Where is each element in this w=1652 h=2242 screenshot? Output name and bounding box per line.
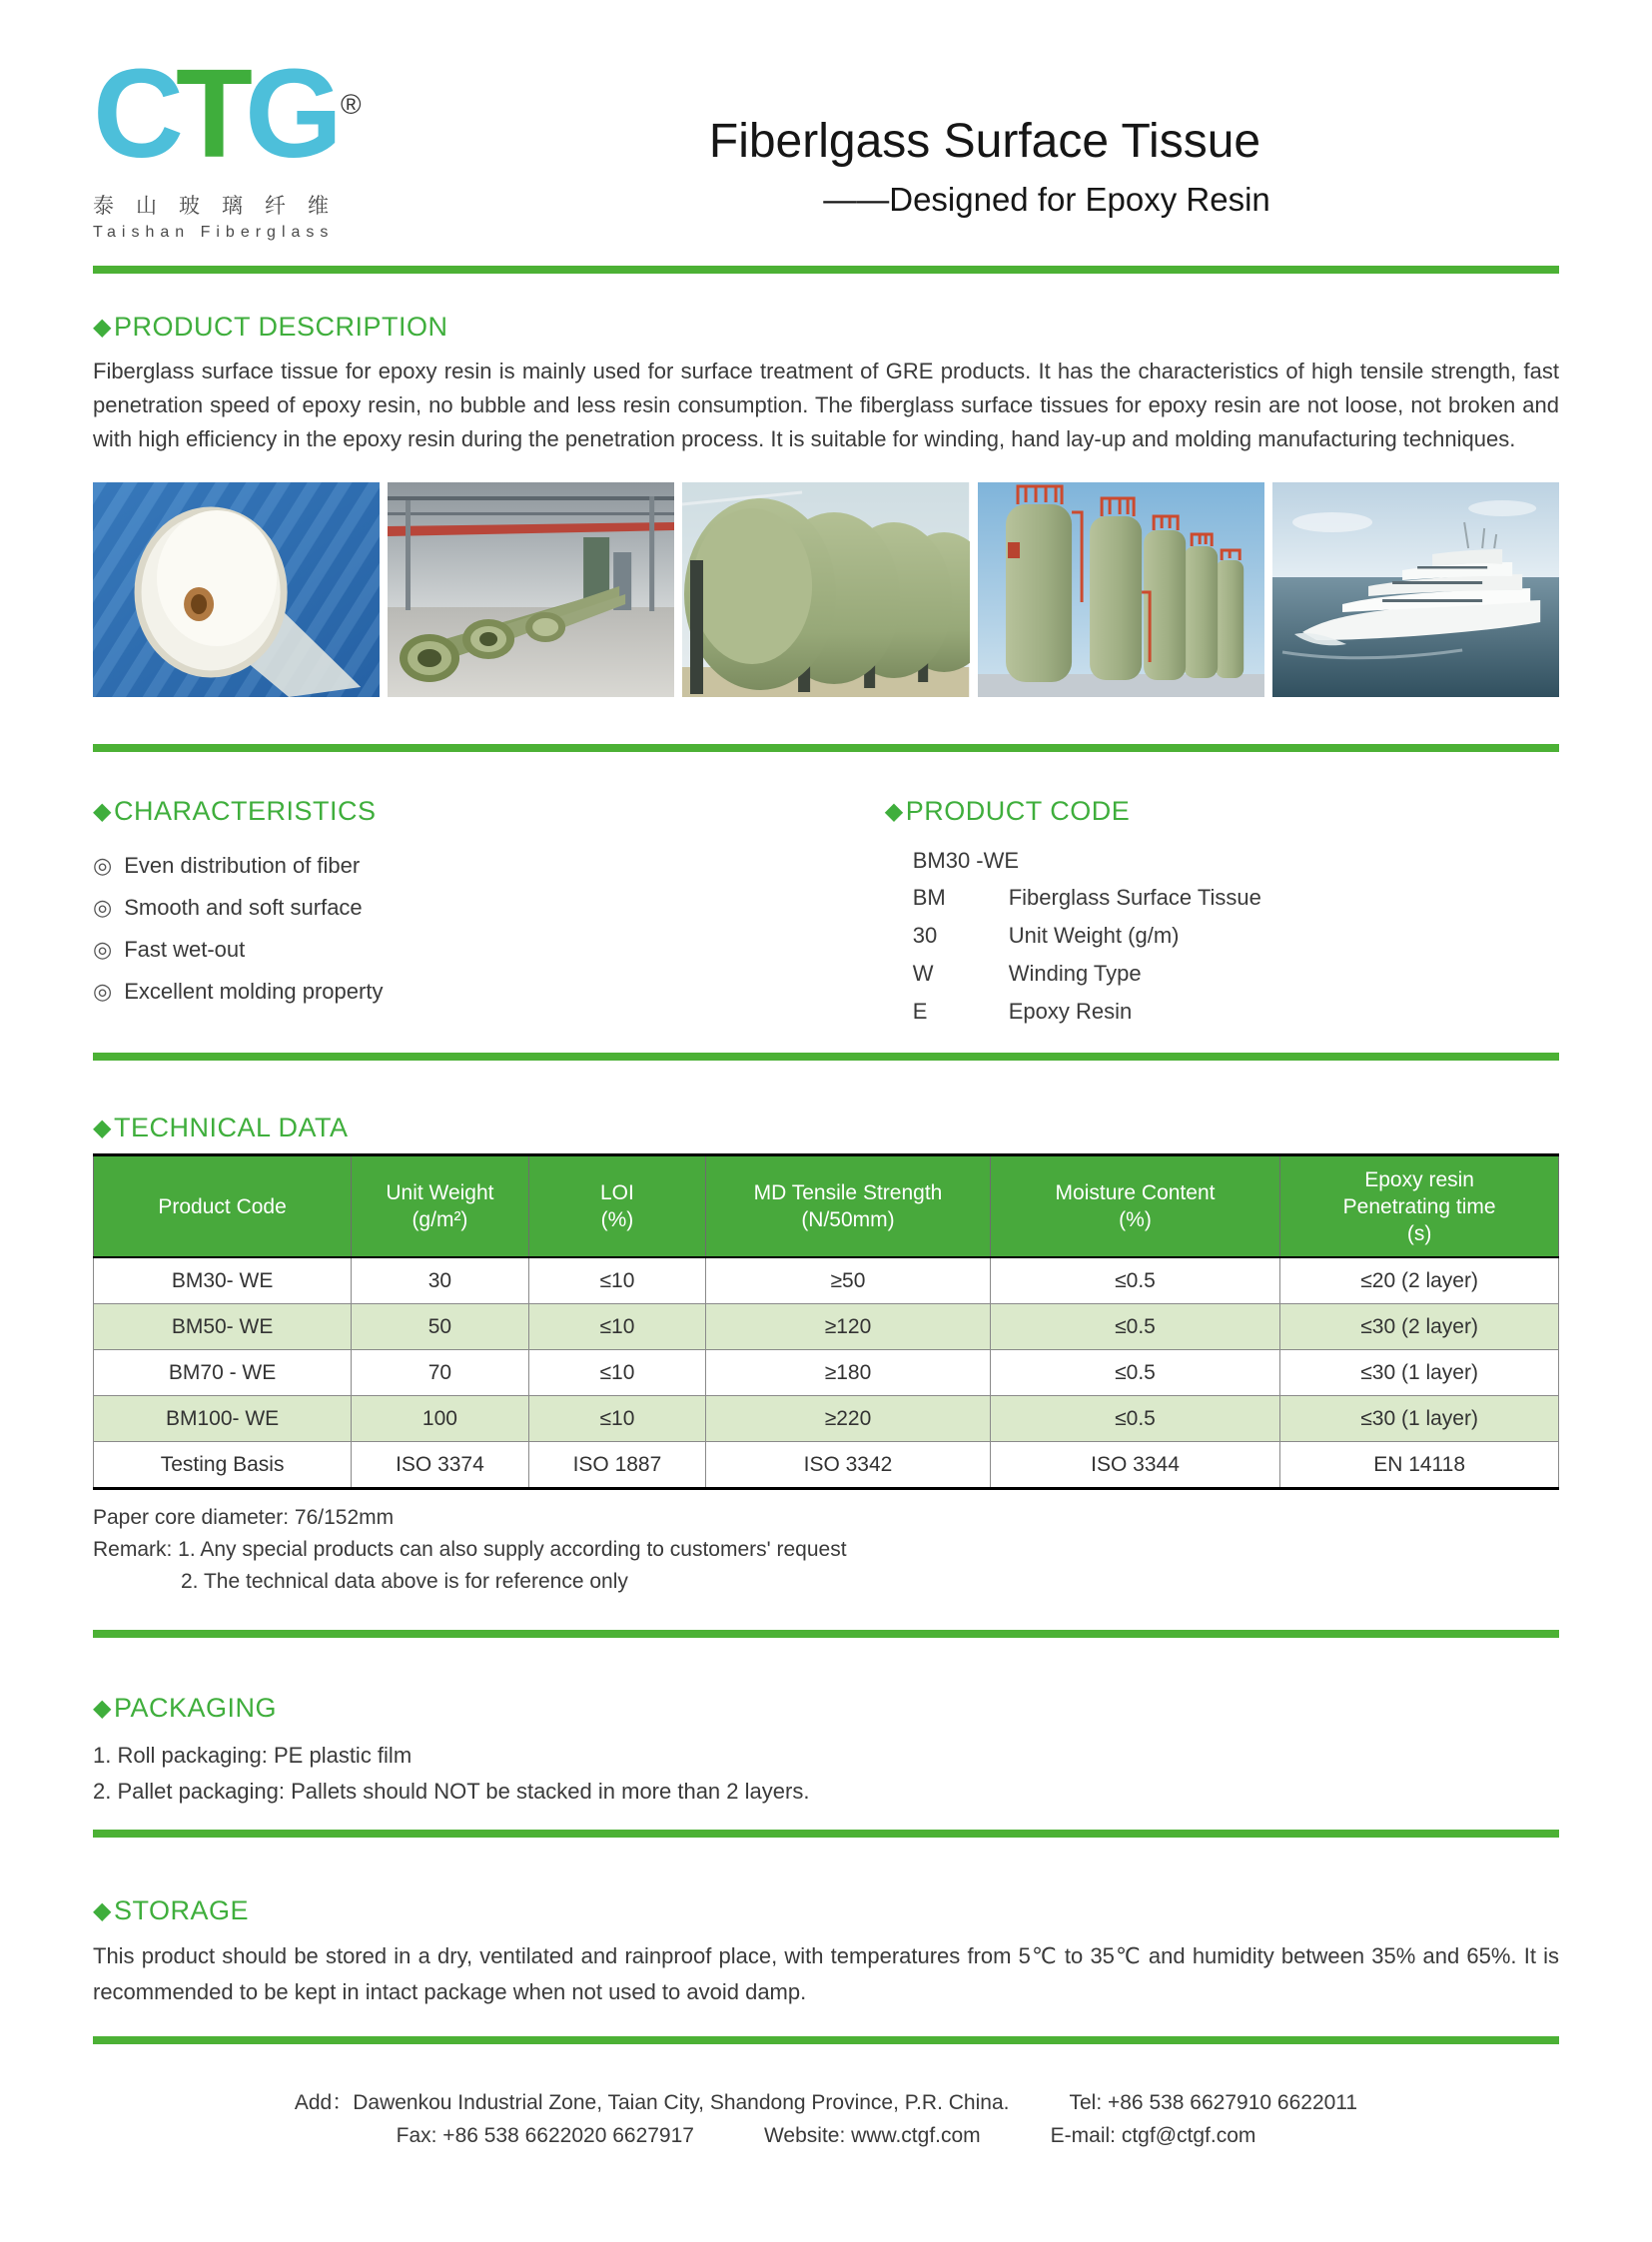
packaging-item: 1. Roll packaging: PE plastic film xyxy=(93,1743,413,1769)
packaging-list xyxy=(93,1738,1559,1810)
product-code-example: BM30 -WE xyxy=(912,848,1020,874)
cell: 30 xyxy=(352,1257,529,1304)
cell: BM30- WE xyxy=(94,1257,352,1304)
code-term: 30 xyxy=(912,923,938,949)
footer-line-2 xyxy=(93,2119,1559,2152)
tel-text: Tel: +86 538 6627910 6622011 xyxy=(1069,2091,1358,2115)
code-term: E xyxy=(912,999,928,1025)
cell: ≤0.5 xyxy=(990,1257,1279,1304)
table-header xyxy=(94,1155,1559,1258)
storage-text: This product should be stored in a dry, ventilated and rainproof place, with temperatures from 5℃ to 35℃ and humidity between 35% and 65%. It is recommended to be kept in intact package when not used to avoid damp. xyxy=(93,1943,1559,2005)
cell: ≤30 (2 layer) xyxy=(1280,1304,1559,1350)
footer xyxy=(93,2086,1559,2152)
section-heading-packaging xyxy=(93,1693,1559,1724)
code-definition: Fiberglass Surface Tissue xyxy=(1008,885,1261,911)
code-definition-row xyxy=(913,879,1559,917)
divider xyxy=(93,744,1559,752)
table-row xyxy=(94,1350,1559,1396)
section-heading-label: PRODUCT CODE xyxy=(905,796,1131,827)
cell: ≥50 xyxy=(706,1257,991,1304)
diamond-icon: ◆ xyxy=(93,1115,112,1142)
characteristics-column xyxy=(93,796,885,1031)
tissue-roll-illustration xyxy=(93,482,380,697)
column-header: Unit Weight (g/m²) xyxy=(352,1155,529,1258)
table-notes xyxy=(93,1502,1559,1598)
cell: 50 xyxy=(352,1304,529,1350)
column-header: Epoxy resin Penetrating time (s) xyxy=(1280,1155,1559,1258)
divider xyxy=(93,266,1559,274)
section-heading-label: TECHNICAL DATA xyxy=(113,1113,349,1143)
section-heading-storage xyxy=(93,1895,1559,1926)
code-term: W xyxy=(912,961,934,987)
fax-text: Fax: +86 538 6622020 6627917 xyxy=(396,2124,694,2148)
photo-fiberglass-tissue-roll xyxy=(93,482,380,697)
logo-letter-g: G xyxy=(244,43,335,184)
code-definition: Winding Type xyxy=(1008,961,1142,987)
diamond-icon: ◆ xyxy=(93,798,112,826)
document-subtitle: ——Designed for Epoxy Resin xyxy=(823,181,1270,218)
code-definition: Epoxy Resin xyxy=(1008,999,1133,1025)
cell: BM100- WE xyxy=(94,1396,352,1442)
table-row xyxy=(94,1257,1559,1304)
section-heading-product-code xyxy=(885,796,1559,827)
cell: ≤30 (1 layer) xyxy=(1280,1396,1559,1442)
code-definition: Unit Weight (g/m) xyxy=(1008,923,1180,949)
section-heading-technical-data xyxy=(93,1113,1559,1143)
title-block xyxy=(411,48,1559,242)
column-header: LOI (%) xyxy=(528,1155,706,1258)
website-text: Website: www.ctgf.com xyxy=(763,2124,981,2148)
cell: ISO 1887 xyxy=(528,1442,706,1489)
cell: BM70 - WE xyxy=(94,1350,352,1396)
column-header: MD Tensile Strength (N/50mm) xyxy=(706,1155,991,1258)
logo-letter-t: T xyxy=(176,43,245,184)
horizontal-tanks-illustration xyxy=(682,482,969,697)
characteristics-list xyxy=(93,845,885,1013)
list-item xyxy=(93,845,885,887)
cell: ≥220 xyxy=(706,1396,991,1442)
characteristic-text: Excellent molding property xyxy=(124,979,384,1005)
characteristic-text: Fast wet-out xyxy=(124,937,246,963)
ctg-logo xyxy=(93,43,411,184)
logo-english-name: Taishan Fiberglass xyxy=(93,224,335,242)
photo-horizontal-frp-tanks xyxy=(682,482,969,697)
company-logo xyxy=(93,43,411,242)
bullseye-bullet-icon: ◎ xyxy=(93,853,113,879)
header xyxy=(93,43,1559,242)
cell: BM50- WE xyxy=(94,1304,352,1350)
divider xyxy=(93,2036,1559,2044)
cell: ≤30 (1 layer) xyxy=(1280,1350,1559,1396)
document-title: Fiberlgass Surface Tissue xyxy=(708,115,1261,168)
cell: ≤10 xyxy=(528,1304,706,1350)
divider xyxy=(93,1830,1559,1838)
factory-pipes-illustration xyxy=(388,482,674,697)
list-item xyxy=(93,887,885,929)
code-definition-row xyxy=(913,917,1559,955)
yacht-illustration xyxy=(1272,482,1559,697)
cell: ≥180 xyxy=(706,1350,991,1396)
photo-frp-pipes-factory xyxy=(388,482,674,697)
bullseye-bullet-icon: ◎ xyxy=(93,937,113,963)
cell: ≤0.5 xyxy=(990,1350,1279,1396)
packaging-item: 2. Pallet packaging: Pallets should NOT be stacked in more than 2 layers. xyxy=(93,1779,810,1805)
code-term: BM xyxy=(912,885,946,911)
logo-chinese-name: 泰山玻璃纤维 xyxy=(93,195,351,219)
section-heading-label: STORAGE xyxy=(113,1895,250,1926)
cell: ≤0.5 xyxy=(990,1304,1279,1350)
table-row xyxy=(94,1396,1559,1442)
bullseye-bullet-icon: ◎ xyxy=(93,895,113,921)
product-photos xyxy=(93,482,1559,697)
cell: 70 xyxy=(352,1350,529,1396)
characteristic-text: Even distribution of fiber xyxy=(124,853,361,879)
logo-letter-c: C xyxy=(93,43,176,184)
list-item xyxy=(93,929,885,971)
cell: ≥120 xyxy=(706,1304,991,1350)
characteristic-text: Smooth and soft surface xyxy=(124,895,363,921)
table-row xyxy=(94,1304,1559,1350)
section-heading-label: PACKAGING xyxy=(113,1693,278,1724)
remark-line-1: Remark: 1. Any special products can also supply according to customers' request xyxy=(93,1538,847,1562)
cell: Testing Basis xyxy=(94,1442,352,1489)
vertical-tanks-illustration xyxy=(978,482,1264,697)
diamond-icon: ◆ xyxy=(93,1695,112,1723)
product-code-block xyxy=(885,843,1559,1031)
cell: ≤10 xyxy=(528,1257,706,1304)
email-text: E-mail: ctgf@ctgf.com xyxy=(1050,2124,1256,2148)
code-definition-row xyxy=(913,955,1559,993)
section-heading-label: PRODUCT DESCRIPTION xyxy=(113,312,448,343)
remark-line-2: 2. The technical data above is for reference only xyxy=(181,1570,628,1594)
column-header: Product Code xyxy=(94,1155,352,1258)
divider xyxy=(93,1630,1559,1638)
table-row xyxy=(94,1442,1559,1489)
technical-data-table xyxy=(93,1153,1559,1490)
address-text: Add：Dawenkou Industrial Zone, Taian City, Shandong Province, P.R. China. xyxy=(294,2091,1010,2115)
column-header: Moisture Content (%) xyxy=(990,1155,1279,1258)
diamond-icon: ◆ xyxy=(93,314,112,342)
divider xyxy=(93,1053,1559,1061)
photo-yacht-at-sea xyxy=(1272,482,1559,697)
registered-trademark-icon: ® xyxy=(340,89,362,120)
diamond-icon: ◆ xyxy=(93,1897,112,1925)
paper-core-note: Paper core diameter: 76/152mm xyxy=(93,1506,395,1530)
photo-vertical-frp-tanks xyxy=(978,482,1264,697)
characteristics-and-product-code xyxy=(93,796,1559,1031)
footer-line-1 xyxy=(93,2086,1559,2119)
diamond-icon: ◆ xyxy=(884,798,904,826)
cell: ≤0.5 xyxy=(990,1396,1279,1442)
product-code-column xyxy=(885,796,1559,1031)
section-heading-label: CHARACTERISTICS xyxy=(113,796,377,827)
cell: ISO 3374 xyxy=(352,1442,529,1489)
cell: ≤10 xyxy=(528,1350,706,1396)
list-item xyxy=(93,971,885,1013)
cell: ISO 3344 xyxy=(990,1442,1279,1489)
cell: ≤10 xyxy=(528,1396,706,1442)
cell: EN 14118 xyxy=(1280,1442,1559,1489)
cell: ISO 3342 xyxy=(706,1442,991,1489)
section-heading-product-description xyxy=(93,312,1559,343)
cell: ≤20 (2 layer) xyxy=(1280,1257,1559,1304)
product-description-text: Fiberglass surface tissue for epoxy resin is mainly used for surface treatment of GRE products. It has the characteristics of high tensile strength, fast penetration speed of epoxy resin, no bubble and less resin consumption. The fiberglass surface tissues for epoxy resin are not loose, not broken and with high efficiency in the epoxy resin during the penetration process. It is suitable for winding, hand lay-up and molding manufacturing techniques. xyxy=(93,359,1559,452)
section-heading-characteristics xyxy=(93,796,885,827)
cell: 100 xyxy=(352,1396,529,1442)
code-definition-row xyxy=(913,993,1559,1031)
bullseye-bullet-icon: ◎ xyxy=(93,979,113,1005)
